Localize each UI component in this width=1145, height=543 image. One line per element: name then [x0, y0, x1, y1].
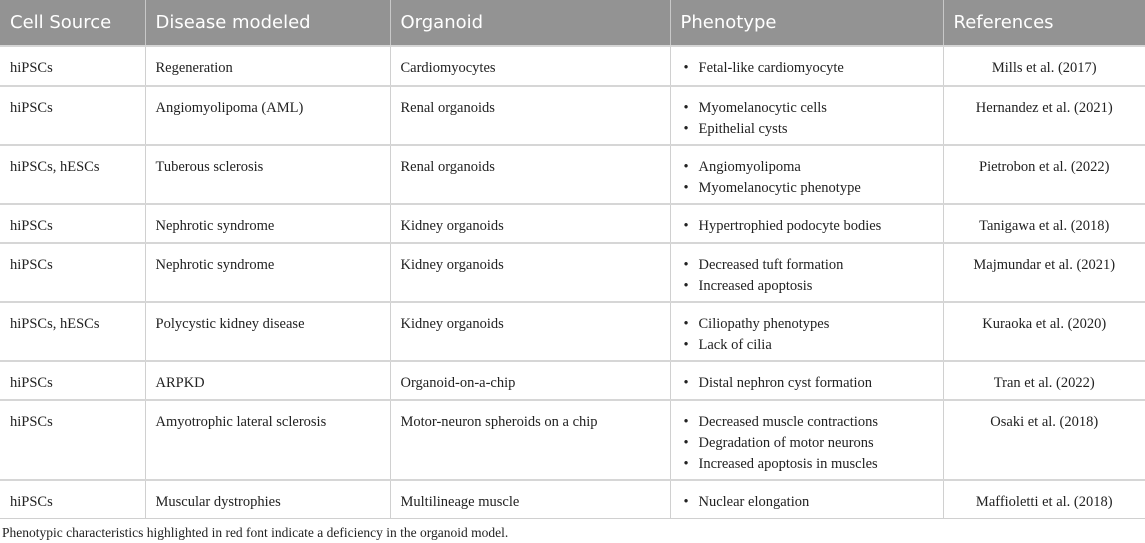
phenotype-cell: [670, 46, 943, 86]
phenotype-item: • Increased apoptosis in muscles: [681, 454, 933, 475]
organoid-cell: Kidney organoids: [390, 302, 670, 361]
phenotype-item: • Increased apoptosis: [681, 276, 933, 297]
disease-modeled-cell: Amyotrophic lateral sclerosis: [145, 400, 390, 480]
organoid-cell: Organoid-on-a-chip: [390, 361, 670, 400]
header-phenotype: Phenotype: [670, 0, 943, 46]
disease-modeled-cell: ARPKD: [145, 361, 390, 400]
cell-source-cell: hiPSCs: [0, 243, 145, 302]
phenotype-cell: [670, 361, 943, 400]
phenotype-list: [681, 216, 933, 237]
disease-modeled-cell: Muscular dystrophies: [145, 480, 390, 518]
phenotype-cell: [670, 400, 943, 480]
table-row: [0, 145, 1145, 204]
table-row: [0, 243, 1145, 302]
phenotype-cell: [670, 204, 943, 243]
phenotype-item: • Hypertrophied podocyte bodies: [681, 216, 933, 237]
phenotype-cell: [670, 145, 943, 204]
header-row: [0, 0, 1145, 46]
header-references: References: [943, 0, 1145, 46]
phenotype-cell: [670, 302, 943, 361]
header-disease: Disease modeled: [145, 0, 390, 46]
phenotype-item: • Myomelanocytic phenotype: [681, 178, 933, 199]
table-row: [0, 361, 1145, 400]
phenotype-item: • Myomelanocytic cells: [681, 98, 933, 119]
disease-modeled-cell: Tuberous sclerosis: [145, 145, 390, 204]
phenotype-cell: [670, 480, 943, 518]
cell-source-cell: hiPSCs: [0, 361, 145, 400]
cell-source-cell: hiPSCs: [0, 480, 145, 518]
organoid-cell: Kidney organoids: [390, 204, 670, 243]
table-footnote: Phenotypic characteristics highlighted in red font indicate a deficiency in the organoid model.: [2, 524, 509, 540]
organoid-cell: Multilineage muscle: [390, 480, 670, 518]
phenotype-item: • Degradation of motor neurons: [681, 433, 933, 454]
phenotype-item: • Decreased tuft formation: [681, 255, 933, 276]
reference-cell: Mills et al. (2017): [943, 46, 1145, 86]
phenotype-item: • Decreased muscle contractions: [681, 412, 933, 433]
organoid-cell: Cardiomyocytes: [390, 46, 670, 86]
phenotype-list: [681, 98, 933, 140]
cell-source-cell: hiPSCs, hESCs: [0, 145, 145, 204]
phenotype-item: • Angiomyolipoma: [681, 157, 933, 178]
organoid-cell: Motor-neuron spheroids on a chip: [390, 400, 670, 480]
table-row: [0, 400, 1145, 480]
table-row: [0, 302, 1145, 361]
organoid-cell: Kidney organoids: [390, 243, 670, 302]
phenotype-cell: [670, 243, 943, 302]
reference-cell: Maffioletti et al. (2018): [943, 480, 1145, 518]
phenotype-list: [681, 492, 933, 513]
phenotype-item: • Epithelial cysts: [681, 119, 933, 140]
reference-cell: Pietrobon et al. (2022): [943, 145, 1145, 204]
cell-source-cell: hiPSCs: [0, 86, 145, 145]
phenotype-item: • Distal nephron cyst formation: [681, 373, 933, 394]
phenotype-item: • Lack of cilia: [681, 335, 933, 356]
phenotype-list: [681, 314, 933, 356]
phenotype-list: [681, 157, 933, 199]
cell-source-cell: hiPSCs: [0, 46, 145, 86]
phenotype-list: [681, 373, 933, 394]
cell-source-cell: hiPSCs: [0, 204, 145, 243]
phenotype-item: • Fetal-like cardiomyocyte: [681, 58, 933, 79]
header-cell-source: Cell Source: [0, 0, 145, 46]
table-row: [0, 46, 1145, 86]
phenotype-item: • Ciliopathy phenotypes: [681, 314, 933, 335]
phenotype-cell: [670, 86, 943, 145]
organoid-cell: Renal organoids: [390, 86, 670, 145]
reference-cell: Majmundar et al. (2021): [943, 243, 1145, 302]
header-organoid: Organoid: [390, 0, 670, 46]
disease-modeled-cell: Polycystic kidney disease: [145, 302, 390, 361]
reference-cell: Osaki et al. (2018): [943, 400, 1145, 480]
disease-modeled-cell: Nephrotic syndrome: [145, 204, 390, 243]
organoid-cell: Renal organoids: [390, 145, 670, 204]
cell-source-cell: hiPSCs: [0, 400, 145, 480]
disease-modeled-cell: Angiomyolipoma (AML): [145, 86, 390, 145]
phenotype-item: • Nuclear elongation: [681, 492, 933, 513]
reference-cell: Tanigawa et al. (2018): [943, 204, 1145, 243]
reference-cell: Tran et al. (2022): [943, 361, 1145, 400]
table-row: [0, 86, 1145, 145]
reference-cell: Hernandez et al. (2021): [943, 86, 1145, 145]
cell-source-cell: hiPSCs, hESCs: [0, 302, 145, 361]
phenotype-list: [681, 255, 933, 297]
disease-modeled-cell: Regeneration: [145, 46, 390, 86]
table-row: [0, 480, 1145, 518]
disease-modeled-cell: Nephrotic syndrome: [145, 243, 390, 302]
phenotype-list: [681, 412, 933, 475]
table-row: [0, 204, 1145, 243]
phenotype-list: [681, 58, 933, 79]
reference-cell: Kuraoka et al. (2020): [943, 302, 1145, 361]
